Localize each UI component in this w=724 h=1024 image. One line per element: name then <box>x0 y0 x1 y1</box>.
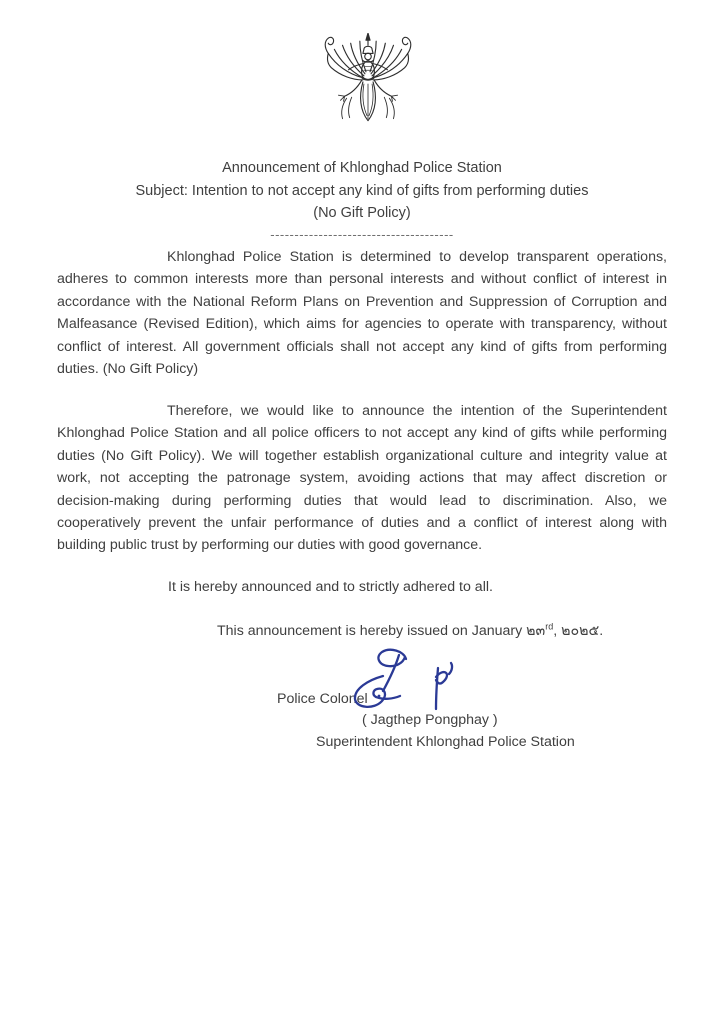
signatory-title: Superintendent Khlonghad Police Station <box>316 734 575 750</box>
document-header <box>0 157 724 245</box>
dashed-divider: -------------------------------------- <box>270 226 454 242</box>
closing-statement: It is hereby announced and to strictly adhered to all. <box>168 579 493 595</box>
announcement-title: Announcement of Khlonghad Police Station <box>222 160 502 176</box>
paragraph-one: Khlonghad Police Station is determined to develop transparent operations, adheres to common interests more than personal interests and without conflict of interest in accordance with the National Reform Plans on Prevention and Suppression of Corruption and Malfeasance (Revised Edition), which aims for agencies to operate with transparency, without conflict of interest. All government officials shall not accept any kind of gifts from performing duties. (No Gift Policy) <box>57 249 667 378</box>
signatory-name: ( Jagthep Pongphay ) <box>362 712 498 728</box>
handwritten-signature-icon <box>338 646 470 716</box>
issue-date-line <box>217 621 603 641</box>
issue-date-separator: , <box>553 623 562 639</box>
issue-year-thai-numeral: ๒๐๒๕ <box>561 623 600 639</box>
issue-day-thai-numeral: ๒๓ <box>526 623 546 639</box>
subject-line: Subject: Intention to not accept any kind of gifts from performing duties <box>135 182 589 199</box>
issue-date-prefix: This announcement is hereby issued on January <box>217 623 527 639</box>
issue-day-ordinal: rd <box>545 621 554 632</box>
garuda-emblem-icon <box>314 33 422 135</box>
paragraph-two: Therefore, we would like to announce the intention of the Superintendent Khlonghad Police Station and all police officers to not accept any kind of gifts while performing duties (No Gift Policy). We will together establish organizational culture and integrity value at work, not accepting the patronage system, avoiding actions that may affect discretion or decision-making during performing duties that would lead to discrimination. Also, we cooperatively prevent the unfair performance of duties and a conflict of interest along with building public trust by performing our duties with good governance. <box>57 403 667 554</box>
policy-subtitle: (No Gift Policy) <box>313 205 411 222</box>
signatory-rank: Police Colonel <box>277 691 368 707</box>
issue-date-period: . <box>599 623 604 639</box>
